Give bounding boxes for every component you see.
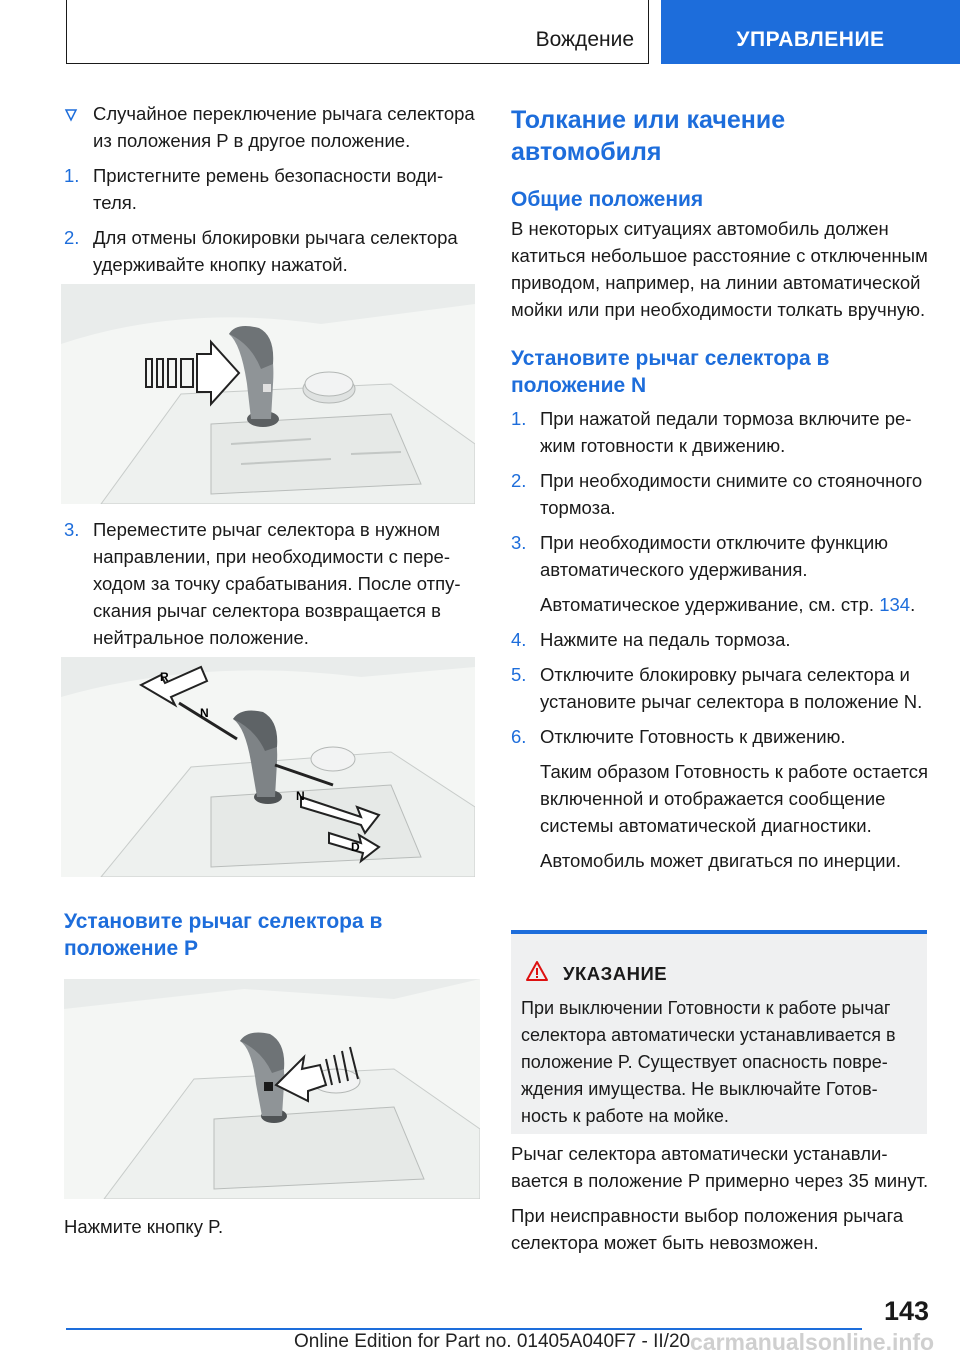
left-column-c: [64, 908, 476, 962]
figure-p-button: [64, 979, 480, 1199]
header-section-box: [66, 0, 649, 64]
heading-push-roll: Толкание или качение автомобиля: [511, 106, 786, 166]
right-column-end: [511, 1140, 929, 1256]
step-number: 1.: [511, 408, 527, 429]
intro-item: [64, 100, 476, 154]
step-text: При нажатой педали тормоза включите режим готовности к движению.: [540, 408, 912, 456]
step-number: 5.: [511, 664, 527, 685]
triangle-bullet-icon: [64, 100, 78, 127]
step-item: [511, 467, 929, 521]
watermark: carmanualsonline.info: [690, 1329, 935, 1355]
step-item: [64, 162, 476, 216]
step-number: 3.: [64, 519, 80, 540]
header-chapter: УПРАВЛЕНИЕ: [661, 0, 960, 64]
step-number: 4.: [511, 629, 527, 650]
general-text: В некоторых ситуациях автомобиль должен катиться небольшое расстояние с отключенным приводом, например, на линии автоматической мойки или при необходимости толкать вручную.: [511, 218, 928, 320]
step-number: 6.: [511, 726, 527, 747]
heading-position-p: Установите рычаг селектора в положение P: [64, 910, 383, 960]
step-number: 2.: [511, 470, 527, 491]
step-number: 3.: [511, 532, 527, 553]
step-item: [511, 661, 929, 715]
step-text: При необходимости отключите функцию автоматического удерживания.: [540, 532, 889, 580]
step-item: [511, 529, 929, 583]
press-p-text: Нажмите кнопку P.: [64, 1216, 224, 1237]
step-item: [64, 224, 476, 278]
left-column: [64, 100, 476, 286]
figure-unlock-button: [61, 284, 475, 504]
heading-position-n: Установите рычаг селектора в положение N: [511, 347, 830, 397]
warning-box: [511, 930, 927, 1134]
step-item: [511, 626, 929, 653]
step-number: 1.: [64, 165, 80, 186]
step-text: При необходимости снимите со стояночного тормоза.: [540, 470, 923, 518]
step-text: Отключите Готовность к движению.: [540, 726, 846, 747]
left-column-b: [64, 516, 476, 659]
step-number: 2.: [64, 227, 80, 248]
step-text: Пристегните ремень безопасности водителя.: [93, 165, 444, 213]
intro-text: Случайное переключение рычага селектора из положения P в другое положение.: [93, 103, 475, 151]
warning-title: УКАЗАНИЕ: [563, 962, 668, 984]
warning-header: [521, 960, 917, 987]
malfunction-text: При неисправности выбор положения рычага селектора может быть невозможен.: [511, 1205, 904, 1253]
auto-hold-reference: [511, 591, 929, 618]
page-number: 143: [884, 1296, 930, 1326]
step-text: Переместите рычаг селектора в нужном направлении, при необходимости с переходом за точку срабатывания. После отпускания рычаг селектора возвращается в нейтральное положение.: [93, 519, 461, 648]
step-item: [64, 516, 476, 651]
page-link-134[interactable]: 134: [879, 594, 911, 615]
step6-note-b: Автомобиль может двигаться по инерции.: [540, 850, 901, 871]
fig-label-r: R: [160, 670, 169, 684]
step6-note-a: Таким образом Готовность к работе остается включенной и отображается сообщение системы автоматической диагностики.: [540, 761, 929, 836]
step-item: [511, 723, 929, 750]
heading-general: Общие положения: [511, 188, 704, 211]
fig-label-d: D: [351, 840, 360, 854]
step-item: [511, 405, 929, 459]
warning-triangle-icon: [525, 960, 549, 987]
step-text: Для отмены блокировки рычага селектора удерживайте кнопку нажатой.: [93, 227, 458, 275]
auto-p-text: Рычаг селектора автоматически устанавливается в положение P примерно через 35 минут.: [511, 1143, 929, 1191]
fig-label-n-up: N: [200, 706, 209, 720]
right-column: [511, 104, 929, 882]
step-text: Отключите блокировку рычага селектора и установите рычаг селектора в положение N.: [540, 664, 923, 712]
edition-text: Online Edition for Part no. 01405A040F7 - II/20: [294, 1331, 691, 1352]
left-column-d: [64, 1213, 476, 1240]
header-section: Вождение: [535, 28, 634, 51]
fig-label-n-down: N: [296, 789, 305, 803]
warning-text: При выключении Готовности к работе рычаг селектора автоматически устанавливается в положение P. Существует опасность повреждения имущества. Не выключайте Готовность к работе на мойке.: [521, 998, 896, 1126]
auto-hold-end: .: [910, 594, 916, 615]
figure-shift-directions: [61, 657, 475, 877]
step-text: Нажмите на педаль тормоза.: [540, 629, 791, 650]
auto-hold-text: Автоматическое удерживание, см. стр.: [540, 594, 880, 615]
